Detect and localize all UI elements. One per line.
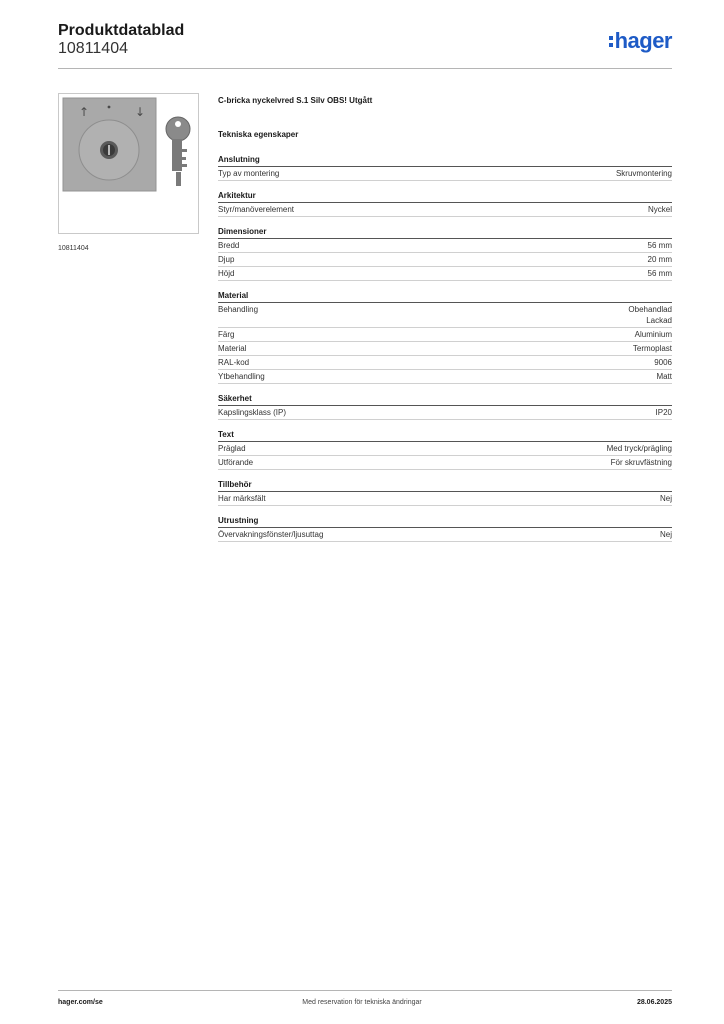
property-value-cell (656, 371, 672, 382)
product-image (58, 93, 199, 234)
property-row (218, 167, 672, 181)
property-row (218, 328, 672, 342)
property-label: Har märksfält (218, 494, 266, 503)
property-value-cell (628, 304, 672, 326)
property-row (218, 406, 672, 420)
property-group (218, 516, 672, 542)
property-row (218, 203, 672, 217)
property-value: Matt (656, 372, 672, 381)
property-group (218, 394, 672, 420)
product-title: C-bricka nyckelvred S.1 Silv OBS! Utgått (218, 96, 373, 105)
logo-text: hager (614, 28, 672, 53)
property-value: 9006 (654, 358, 672, 367)
property-row (218, 253, 672, 267)
property-value-cell (660, 529, 672, 540)
property-value-cell (654, 357, 672, 368)
svg-text:↑: ↑ (79, 105, 90, 119)
property-value-cell (607, 443, 672, 454)
property-row (218, 492, 672, 506)
footer-divider (58, 990, 672, 991)
property-value-cell (648, 254, 672, 265)
property-label: Ytbehandling (218, 372, 265, 381)
property-value-cell (648, 240, 672, 251)
property-row (218, 528, 672, 542)
property-group (218, 291, 672, 384)
property-label: Övervakningsfönster/ljusuttag (218, 530, 324, 539)
property-label: Kapslingsklass (IP) (218, 408, 287, 417)
property-value-secondary: Lackad (646, 316, 672, 325)
property-label: Djup (218, 255, 235, 264)
property-label: Färg (218, 330, 235, 339)
property-value: IP20 (655, 408, 672, 417)
property-row (218, 267, 672, 281)
product-details (218, 96, 672, 542)
property-value-cell (616, 168, 672, 179)
document-title: Produktdatablad (58, 22, 185, 39)
property-row (218, 342, 672, 356)
property-label: Typ av montering (218, 169, 280, 178)
property-row (218, 303, 672, 328)
property-group (218, 480, 672, 506)
property-value: Skruvmontering (615, 169, 672, 178)
property-value: För skruvfästning (610, 458, 672, 467)
logo-colon-icon (609, 36, 613, 47)
svg-text:↓: ↓ (135, 105, 146, 119)
property-group-title: Tillbehör (218, 480, 252, 489)
product-photo-icon (59, 94, 199, 234)
property-value-cell (635, 329, 672, 340)
hager-logo (609, 28, 672, 54)
property-value: 20 mm (647, 255, 672, 264)
property-label: Bredd (218, 241, 240, 250)
property-group-title: Säkerhet (218, 394, 252, 403)
property-group-title: Material (218, 291, 249, 300)
property-value-cell (648, 268, 672, 279)
property-label: Höjd (218, 269, 235, 278)
footer-disclaimer: Med reservation för tekniska ändringar (302, 999, 422, 1006)
property-group (218, 191, 672, 217)
property-value-cell (656, 407, 672, 418)
document-header (58, 22, 184, 58)
document-number: 10811404 (58, 40, 128, 57)
property-row (218, 239, 672, 253)
property-label: RAL-kod (218, 358, 250, 367)
property-label: Präglad (218, 444, 246, 453)
property-value: Nej (659, 494, 672, 503)
property-value-cell (633, 343, 672, 354)
property-value: 56 mm (647, 269, 672, 278)
property-row (218, 456, 672, 470)
image-caption: 10811404 (58, 245, 89, 252)
property-value: Med tryck/prägling (606, 444, 672, 453)
property-value: Obehandlad (628, 305, 672, 314)
property-value: Termoplast (632, 344, 672, 353)
property-label: Styr/manöverelement (218, 205, 295, 214)
property-group-title: Utrustning (218, 516, 259, 525)
property-group-title: Dimensioner (218, 227, 267, 236)
property-value: Aluminium (634, 330, 672, 339)
property-label: Utförande (218, 458, 254, 467)
property-label: Material (218, 344, 247, 353)
property-value-cell (611, 457, 672, 468)
property-group (218, 430, 672, 470)
property-value-cell (648, 204, 672, 215)
property-value-cell (660, 493, 672, 504)
property-value: 56 mm (647, 241, 672, 250)
property-value: Nej (659, 530, 672, 539)
property-group-title: Arkitektur (218, 191, 256, 200)
header-divider (58, 68, 672, 69)
footer-date: 28.06.2025 (636, 999, 672, 1006)
property-row (218, 356, 672, 370)
property-row (218, 442, 672, 456)
property-group-title: Anslutning (218, 155, 260, 164)
property-group (218, 227, 672, 281)
property-group-title: Text (218, 430, 234, 439)
property-groups (218, 155, 672, 542)
property-value: Nyckel (647, 205, 672, 214)
property-group (218, 155, 672, 181)
property-row (218, 370, 672, 384)
footer-website[interactable]: hager.com/se (58, 999, 103, 1006)
property-label: Behandling (218, 305, 259, 314)
technical-properties-heading: Tekniska egenskaper (218, 130, 299, 139)
